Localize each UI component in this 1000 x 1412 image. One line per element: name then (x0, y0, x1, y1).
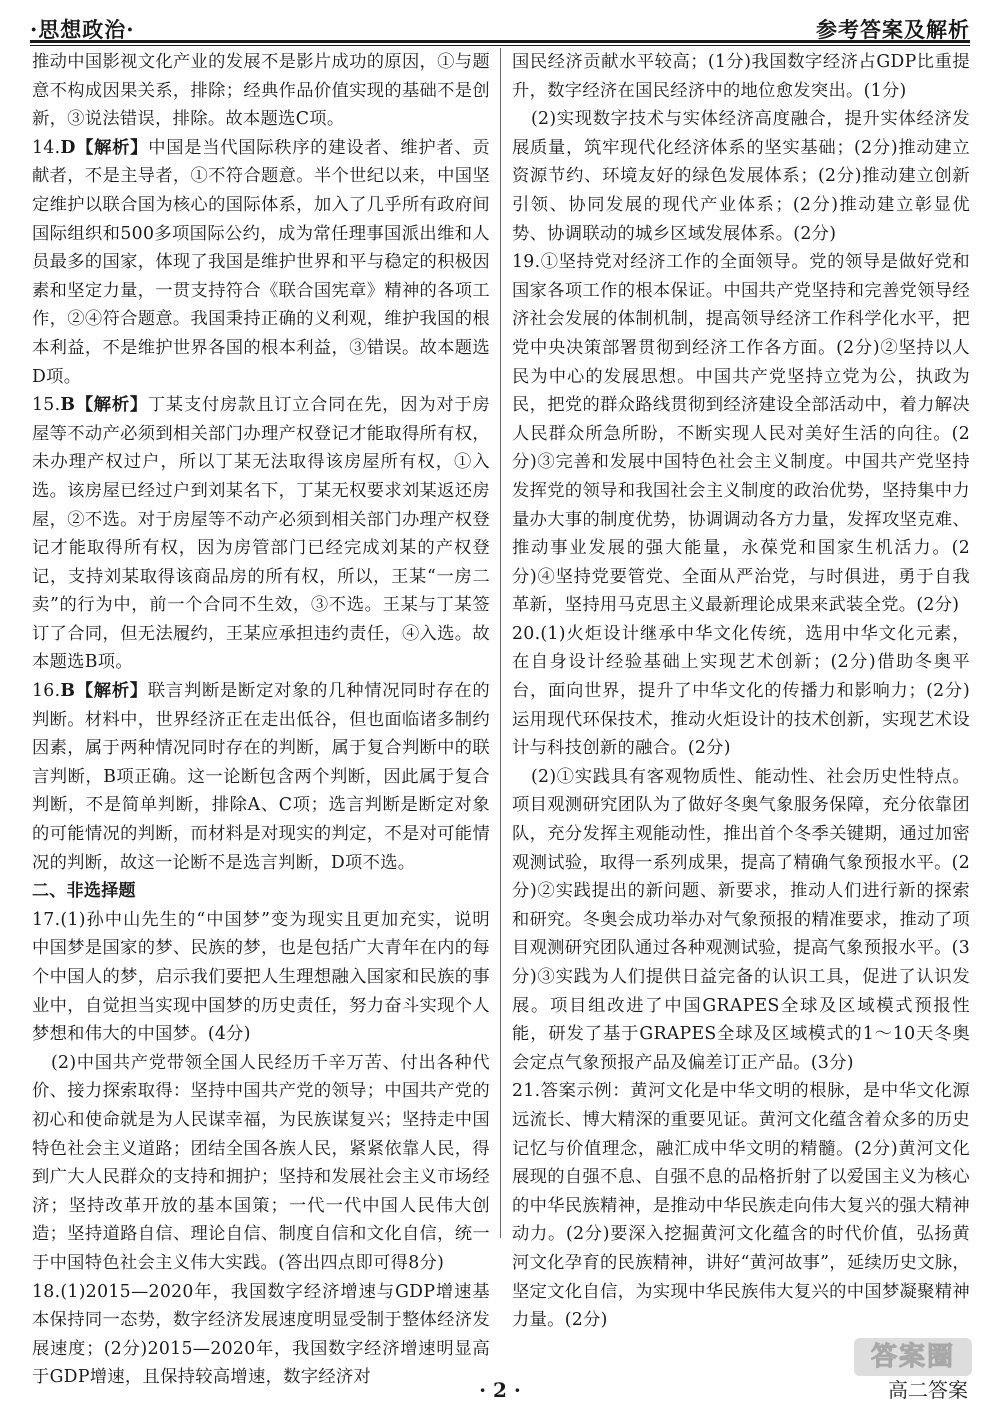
intro-paragraph (32, 48, 490, 134)
question-number: 17. (32, 909, 61, 930)
question-16 (32, 677, 490, 877)
subject-title: ·思想政治· (30, 17, 135, 42)
header-rule-thin (30, 45, 970, 46)
question-18 (32, 1278, 490, 1392)
column-divider (500, 48, 501, 1238)
question-17 (32, 906, 490, 1278)
answer-text: 答案示例：黄河文化是中华文明的根脉，是中华文化源远流长、博大精深的重要见证。黄河文化蕴含着众多的历史记忆与价值理念，融汇成中华文明的精髓。(2分)黄河文化展现的自强不息、自强不息的品格折射了以爱国主义为核心的中华民族精神，是推动中华民族走向伟大复兴的强大精神动力。(2分)要深入挖掘黄河文化蕴含的时代价值，弘扬黄河文化孕育的民族精神，讲好“黄河故事”，延续历史文脉，坚定文化自信，为实现中华民族伟大复兴的中国梦凝聚精神力量。(2分) (512, 1081, 970, 1331)
intro-text: 推动中国影视文化产业的发展不是影片成功的原因，①与题意不构成因果关系，排除；经典作品价值实现的基础不是创新，③说法错误，排除。故本题选C项。 (32, 52, 490, 130)
left-column (32, 48, 490, 1392)
logo-stamp: 答案圈 (854, 1338, 972, 1376)
answer-letter: D (60, 137, 76, 158)
question-number: 21. (512, 1081, 541, 1102)
part-1-continued-text: 国民经济贡献水平较高；(1分)我国数字经济占GDP比重提升，数字经济在国民经济中的地位愈发突出。(1分) (512, 52, 970, 101)
section-title: 参考答案及解析 (816, 17, 970, 42)
header-rule-thick (30, 40, 970, 43)
question-19 (512, 248, 970, 620)
analysis-text: 丁某支付房款且订立合同在先，因为对于房屋等不动产必须到相关部门办理产权登记才能取得所有权，未办理产权过户，所以丁某无法取得该房屋所有权，①入选。该房屋已经过户到刘某名下，丁某无权要求刘某返还房屋，②不选。对于房屋等不动产必须到相关部门办理产权登记才能取得所有权，因为房管部门已经完成刘某的产权登记，支持刘某取得该商品房的所有权，所以，王某“一房二卖”的行为中，前一个合同不生效，③不选。王某与丁某签订了合同，但无法履约，王某应承担违约责任，④入选。故本题选B项。 (32, 395, 491, 673)
part-1-text: (1)火炬设计继承中华文化传统，选用中华文化元素，在自身设计经验基础上实现艺术创新；(2分)借助冬奥平台，面向世界，提升了中华文化的传播力和影响力；(2分)运用现代环保技术，推动火炬设计的技术创新，实现艺术设计与科技创新的融合。(2分) (512, 623, 970, 759)
question-21 (512, 1077, 970, 1334)
question-number: 15. (32, 395, 61, 416)
answer-text: ①坚持党对经济工作的全面领导。党的领导是做好党和国家各项工作的根本保证。中国共产党坚持和完善党领导经济社会发展的体制机制，提高领导经济工作科学化水平，把党中央决策部署贯彻到经济工作各方面。(2分)②坚持以人民为中心的发展思想。中国共产党坚持立党为公，执政为民，把党的群众路线贯彻到经济建设全部活动中，着力解决人民群众所急所盼，不断实现人民对美好生活的向往。(2分)③完善和发展中国特色社会主义制度。中国共产党坚持发挥党的领导和我国社会主义制度的政治优势，坚持集中力量办大事的制度优势，协调调动各方力量，发挥攻坚克难、推动事业发展的强大能量，永葆党和国家生机活力。(2分)④坚持党要管党、全面从严治党，与时俱进，勇于自我革新，坚持用马克思主义最新理论成果来武装全党。(2分) (512, 252, 970, 616)
question-18-continued (512, 48, 970, 248)
question-number: 19. (512, 252, 541, 273)
question-20 (512, 620, 970, 1078)
part-2-text: (2)①实践具有客观物质性、能动性、社会历史性特点。项目观测研究团队为了做好冬奥气象服务保障，充分依靠团队，充分发挥主观能动性，推出首个冬季关键期，通过加密观测试验，取得一系列成果，提高了精确气象预报水平。(2分)②实践提出的新问题、新要求，推动人们进行新的探索和研究。冬奥会成功举办对气象预报的精准要求，推动了项目观测研究团队通过各种观测试验，提高气象预报水平。(3分)③实践为人们提供日益完备的认识工具，促进了认识发展。项目组改进了中国GRAPES全球及区域模式预报性能，研发了基于GRAPES全球及区域模式的1～10天冬奥会定点气象预报产品及偏差订正产品。(3分) (512, 766, 970, 1073)
analysis-tag: 【解析】 (75, 681, 148, 702)
analysis-text: 中国是当代国际秩序的建设者、维护者、贡献者，不是主导者，①不符合题意。半个世纪以来，中国坚定维护以联合国为核心的国际体系，加入了几乎所有政府间国际组织和500多项国际公约，成为常任理事国派出维和人员最多的国家，体现了我国是维护世界和平与稳定的积极因素和坚定力量，一贯支持符合《联合国宪章》精神的各项工作，②④符合题意。我国秉持正确的义利观，维护我国的根本利益，不是维护世界各国的根本利益，③错误。故本题选D项。 (32, 137, 491, 387)
section-heading: 二、非选择题 (32, 881, 136, 902)
question-14 (32, 134, 490, 391)
question-number: 14. (32, 137, 61, 158)
part-2-text: (2)实现数字技术与实体经济高度融合，提升实体经济发展质量，筑牢现代化经济体系的坚实基础；(2分)推动建立资源节约、环境友好的绿色发展体系；(2分)推动建立创新引领、协同发展的现代产业体系；(2分)推动建立彰显优势、协调联动的城乡区域发展体系。(2分) (512, 109, 970, 244)
analysis-tag: 【解析】 (75, 137, 149, 158)
part-2-text: (2)中国共产党带领全国人民经历千辛万苦、付出各种代价、接力探索取得：坚持中国共产党的领导；中国共产党的初心和使命就是为人民谋幸福，为民族谋复兴；坚持走中国特色社会主义道路；团结全国各族人民，紧紧依靠人民，得到广大人民群众的支持和拥护；坚持和发展社会主义市场经济；坚持改革开放的基本国策；一代一代中国人民伟大创造；坚持道路自信、理论自信、制度自信和文化自信，统一于中国特色社会主义伟大实践。(答出四点即可得8分) (32, 1052, 490, 1273)
question-15 (32, 391, 490, 677)
analysis-tag: 【解析】 (75, 395, 148, 416)
page-number: · 2 · (479, 1378, 521, 1402)
question-number: 16. (32, 681, 61, 702)
answer-letter: B (60, 395, 76, 416)
right-column (512, 48, 970, 1335)
answer-letter: B (60, 681, 76, 702)
part-1-text: (1)孙中山先生的“中国梦”变为现实且更加充实，说明中国梦是国家的梦、民族的梦，也是包括广大青年在内的每个中国人的梦，启示我们要把人生理想融入国家和民族的事业中，自觉担当实现中国梦的历史责任，努力奋斗实现个人梦想和伟大的中国梦。(4分) (32, 909, 490, 1045)
question-number: 20. (512, 623, 541, 644)
analysis-text: 联言判断是断定对象的几种情况同时存在的判断。材料中，世界经济正在走出低谷，但也面临诸多制约因素，属于两种情况同时存在的判断，属于复合判断中的联言判断，B项正确。这一论断包含两个判断，因此属于复合判断，不是简单判断，排除A、C项；选言判断是断定对象的可能情况的判断，而材料是对现实的判定，不是对可能情况的判断，故这一论断不是选言判断，D项不选。 (32, 681, 491, 873)
part-1-text: (1)2015—2020年，我国数字经济增速与GDP增速基本保持同一态势，数字经济发展速度明显受制于整体经济发展速度；(2分)2015—2020年，我国数字经济增速明显高于GDP增速，且保持较高增速，数字经济对 (32, 1281, 490, 1388)
question-number: 18. (32, 1281, 61, 1302)
logo-caption: 高二答案 (888, 1378, 968, 1402)
